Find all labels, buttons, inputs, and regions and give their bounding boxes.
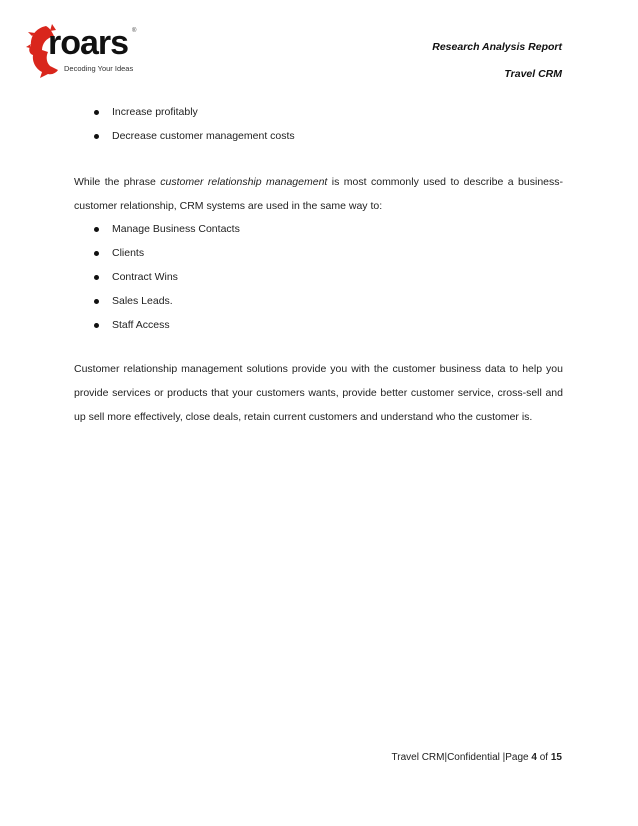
- logo-tagline: Decoding Your Ideas: [64, 64, 134, 73]
- list-item: Contract Wins: [74, 265, 563, 289]
- bullet-list-goals: [74, 100, 563, 148]
- report-title: Research Analysis Report: [432, 41, 562, 53]
- logo-wordmark: roars: [48, 24, 129, 62]
- list-item: Sales Leads.: [74, 289, 563, 313]
- bullet-icon: [94, 227, 99, 232]
- bullet-icon: [94, 275, 99, 280]
- page-footer: Travel CRM|Confidential |Page 4 of 15: [391, 752, 562, 763]
- company-logo: [26, 22, 146, 80]
- list-item: Decrease customer management costs: [74, 124, 563, 148]
- list-item: Clients: [74, 241, 563, 265]
- emphasis-phrase: customer relationship management: [160, 176, 328, 188]
- bullet-icon: [94, 110, 99, 115]
- bullet-icon: [94, 299, 99, 304]
- paragraph-crm-usage: While the phrase customer relationship management is most commonly used to describe a business-customer relationship, CRM systems are used in the same way to:: [74, 176, 563, 212]
- report-subtitle: Travel CRM: [504, 68, 562, 80]
- paragraph-crm-solutions: Customer relationship management solutions provide you with the customer business data to help you provide services or products that your customers wants, provide better customer service, cross-sell and up sell more effectively, close deals, retain current customers and understand who the customer is.: [74, 363, 563, 423]
- bullet-list-uses: [74, 217, 563, 337]
- list-item: Increase profitably: [74, 100, 563, 124]
- bullet-icon: [94, 134, 99, 139]
- page-number: 4: [531, 752, 537, 763]
- bullet-icon: [94, 323, 99, 328]
- list-item: Manage Business Contacts: [74, 217, 563, 241]
- list-item: Staff Access: [74, 313, 563, 337]
- registered-mark: ®: [132, 28, 137, 34]
- bullet-icon: [94, 251, 99, 256]
- page-total: 15: [550, 752, 562, 763]
